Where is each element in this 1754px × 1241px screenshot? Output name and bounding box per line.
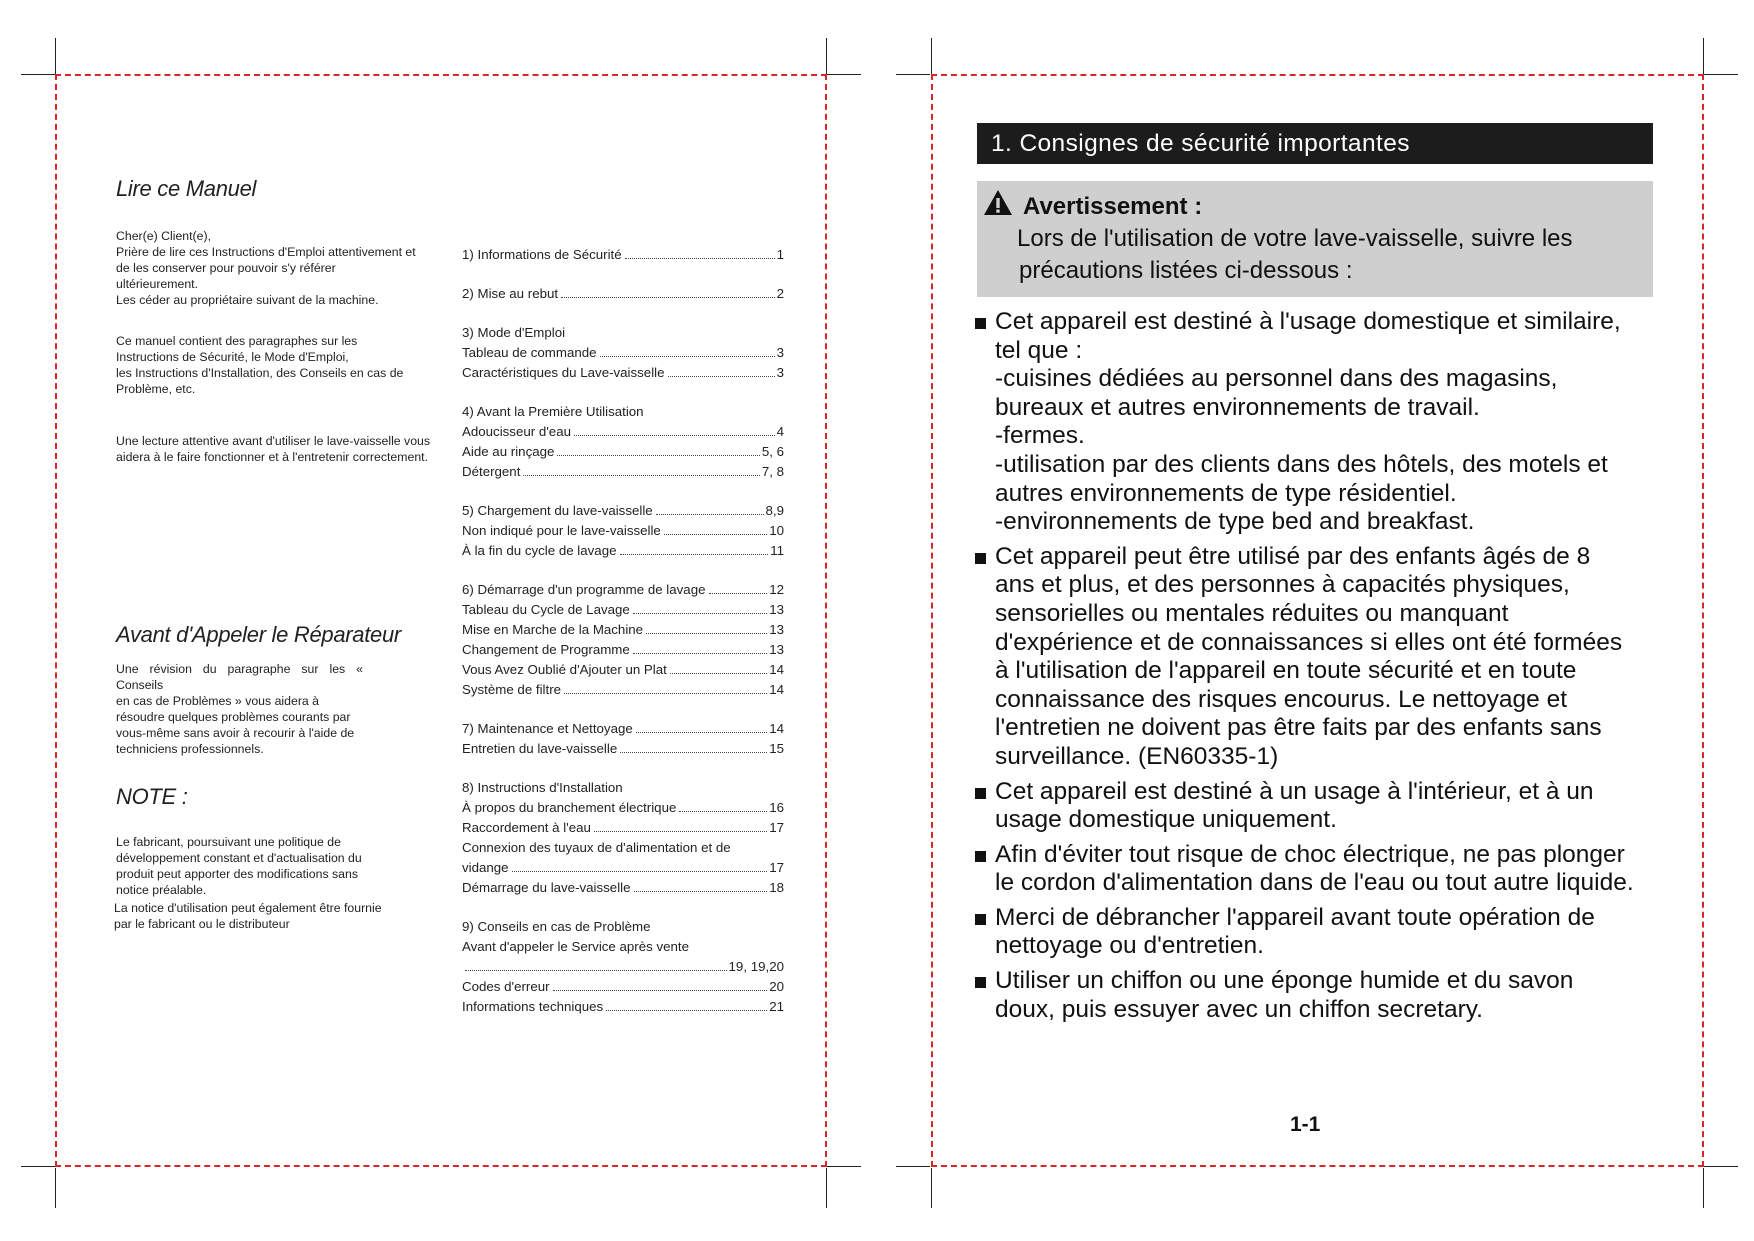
toc-entry-title: 7) Maintenance et Nettoyage: [462, 721, 633, 736]
toc-entry: [462, 363, 784, 383]
toc-entry: [462, 680, 784, 700]
toc-entry-page: 7, 8: [761, 464, 784, 479]
toc-entry-title: Changement de Programme: [462, 642, 630, 657]
toc-entry-page: 13: [769, 642, 784, 657]
crop-mark: [827, 74, 861, 75]
toc-entry: [462, 858, 784, 878]
toc-leader-dots: [664, 534, 767, 535]
toc-group: [462, 719, 784, 759]
toc-leader-dots: [633, 613, 767, 614]
bullet-square-icon: [975, 851, 986, 862]
warning-text: Lors de l'utilisation de votre lave-vaisselle, suivre les précautions listées ci-dessous :: [1017, 225, 1573, 284]
toc-entry: [462, 878, 784, 898]
toc-entry-title: 3) Mode d'Emploi: [462, 325, 566, 340]
toc-leader-dots: [557, 455, 759, 456]
toc-entry-title: Détergent: [462, 464, 521, 479]
toc-leader-dots: [634, 891, 768, 892]
warning-title: Avertissement :: [1023, 193, 1203, 220]
toc-entry-page: 12: [769, 582, 784, 597]
toc-leader-dots: [564, 693, 767, 694]
bullet-text-line: ans et plus, et des personnes à capacités physiques,: [995, 571, 1570, 599]
toc-entry-page: 15: [769, 741, 784, 756]
bullet-text-line: -environnements de type bed and breakfast.: [995, 508, 1475, 536]
crop-mark: [931, 1168, 932, 1208]
toc-entry: [462, 818, 784, 838]
toc-entry-title: Connexion des tuyaux de d'alimentation et de: [462, 840, 731, 855]
table-of-contents: [462, 245, 784, 1036]
safety-bullet-list: [975, 308, 1675, 1030]
crop-mark: [55, 1168, 56, 1208]
toc-entry: [462, 739, 784, 759]
toc-leader-dots: [553, 990, 768, 991]
toc-leader-dots: [523, 475, 759, 476]
toc-entry-page: 14: [769, 721, 784, 736]
bullet-text-line: Cet appareil peut être utilisé par des enfants âgés de 8: [995, 542, 1591, 570]
crop-mark: [826, 38, 827, 78]
toc-leader-dots: [465, 970, 727, 971]
toc-entry: [462, 402, 784, 422]
toc-entry-page: 10: [769, 523, 784, 538]
toc-entry: [462, 997, 784, 1017]
warning-triangle-icon: [983, 189, 1013, 217]
bullet-text-line: Merci de débrancher l'appareil avant toute opération de: [995, 903, 1595, 931]
page-number: 1-1: [1290, 1113, 1321, 1136]
toc-entry: [462, 284, 784, 304]
note-extra-paragraph: La notice d'utilisation peut également être fournie par le fabricant ou le distributeur: [114, 901, 382, 931]
toc-entry-page: 1: [776, 247, 784, 262]
reading-paragraph: Une lecture attentive avant d'utiliser le lave-vaisselle vous aidera à le faire fonctionner et à l'entretenir correctement.: [116, 434, 431, 464]
toc-entry: [462, 937, 784, 957]
toc-entry: [462, 422, 784, 442]
toc-entry: [462, 957, 784, 977]
bullet-text-line: doux, puis essuyer avec un chiffon secretary.: [995, 995, 1483, 1023]
crop-mark: [826, 1168, 827, 1208]
toc-entry-title: Système de filtre: [462, 682, 562, 697]
toc-group: [462, 778, 784, 898]
read-manual-heading: Lire ce Manuel: [116, 176, 257, 201]
toc-leader-dots: [594, 831, 767, 832]
safety-bullet: [975, 308, 1675, 537]
toc-entry-title: 6) Démarrage d'un programme de lavage: [462, 582, 706, 597]
toc-entry-page: 16: [769, 800, 784, 815]
toc-entry-page: 18: [769, 880, 784, 895]
bullet-square-icon: [975, 914, 986, 925]
toc-leader-dots: [670, 673, 767, 674]
bullet-square-icon: [975, 977, 986, 988]
toc-leader-dots: [636, 732, 767, 733]
toc-entry-title: À propos du branchement électrique: [462, 800, 677, 815]
crop-mark: [21, 74, 55, 75]
crop-mark: [931, 38, 932, 78]
toc-leader-dots: [574, 435, 775, 436]
toc-entry: [462, 798, 784, 818]
toc-group: [462, 284, 784, 304]
toc-entry-page: 17: [769, 860, 784, 875]
toc-entry-title: Vous Avez Oublié d'Ajouter un Plat: [462, 662, 667, 677]
crop-mark: [21, 1166, 55, 1167]
toc-entry-page: 8,9: [765, 503, 784, 518]
safety-bullet: [975, 778, 1675, 835]
repair-paragraph: Une révision du paragraphe sur les « Conseils en cas de Problèmes » vous aidera à résoudre quelques problèmes courants par vous-même sans avoir à recourir à l'aide de techniciens professionnels.: [116, 662, 363, 756]
toc-entry: [462, 462, 784, 482]
toc-group: [462, 245, 784, 265]
toc-leader-dots: [679, 811, 767, 812]
toc-leader-dots: [561, 297, 775, 298]
toc-entry: [462, 501, 784, 521]
toc-entry-page: 19, 19,20: [728, 959, 784, 974]
note-paragraph: Le fabricant, poursuivant une politique de développement constant et d'actualisation du produit peut apporter des modifications sans notice préalable.: [116, 835, 362, 897]
safety-bullet: [975, 904, 1675, 961]
section-title: 1. Consignes de sécurité importantes: [977, 123, 1653, 164]
toc-entry-title: vidange: [462, 860, 509, 875]
safety-bullet: [975, 543, 1675, 772]
toc-leader-dots: [709, 593, 768, 594]
toc-entry-title: Aide au rinçage: [462, 444, 555, 459]
crop-mark: [1704, 1166, 1738, 1167]
toc-entry-title: Raccordement à l'eau: [462, 820, 591, 835]
toc-entry-title: Informations techniques: [462, 999, 604, 1014]
intro-paragraph: Cher(e) Client(e), Prière de lire ces Instructions d'Emploi attentivement et de les conserver pour pouvoir s'y référer ultérieurement. Les céder au propriétaire suivant de la machine.: [116, 229, 416, 307]
toc-entry-page: 11: [770, 543, 784, 558]
toc-entry: [462, 541, 784, 561]
toc-entry-title: 4) Avant la Première Utilisation: [462, 404, 644, 419]
toc-leader-dots: [646, 633, 767, 634]
toc-group: [462, 402, 784, 482]
toc-entry-title: Mise en Marche de la Machine: [462, 622, 644, 637]
toc-entry-title: 1) Informations de Sécurité: [462, 247, 622, 262]
toc-entry-page: 21: [769, 999, 784, 1014]
toc-leader-dots: [620, 554, 769, 555]
toc-entry: [462, 580, 784, 600]
bullet-square-icon: [975, 318, 986, 329]
toc-entry-title: À la fin du cycle de lavage: [462, 543, 617, 558]
bullet-text-line: -utilisation par des clients dans des hôtels, des motels et: [995, 450, 1608, 478]
toc-entry-title: Avant d'appeler le Service après vente: [462, 939, 690, 954]
crop-mark: [1704, 74, 1738, 75]
toc-entry-page: 3: [776, 365, 784, 380]
bullet-text-line: surveillance. (EN60335-1): [995, 742, 1279, 770]
toc-entry: [462, 719, 784, 739]
note-heading: NOTE :: [116, 784, 188, 809]
toc-entry-title: 5) Chargement du lave-vaisselle: [462, 503, 653, 518]
toc-entry-title: Tableau du Cycle de Lavage: [462, 602, 630, 617]
toc-entry: [462, 343, 784, 363]
toc-entry-title: 2) Mise au rebut: [462, 286, 559, 301]
toc-group: [462, 580, 784, 700]
toc-entry-page: 13: [769, 622, 784, 637]
toc-leader-dots: [656, 514, 764, 515]
toc-leader-dots: [512, 871, 768, 872]
toc-entry: [462, 778, 784, 798]
toc-entry-page: 2: [776, 286, 784, 301]
bullet-text-line: le cordon d'alimentation dans de l'eau ou tout autre liquide.: [995, 869, 1634, 897]
safety-bullet: [975, 967, 1675, 1024]
bullet-text-line: l'entretien ne doivent pas être faits par des enfants sans: [995, 714, 1602, 742]
toc-leader-dots: [625, 258, 775, 259]
toc-entry: [462, 442, 784, 462]
crop-mark: [896, 74, 930, 75]
toc-entry: [462, 640, 784, 660]
toc-entry-page: 14: [769, 682, 784, 697]
toc-leader-dots: [633, 653, 767, 654]
toc-entry-page: 4: [776, 424, 784, 439]
toc-group: [462, 323, 784, 383]
bullet-text-line: usage domestique uniquement.: [995, 806, 1337, 834]
bullet-text-line: bureaux et autres environnements de travail.: [995, 393, 1480, 421]
toc-entry-page: 3: [776, 345, 784, 360]
bullet-text-line: Cet appareil est destiné à un usage à l'intérieur, et à un: [995, 777, 1594, 805]
crop-mark: [55, 38, 56, 78]
toc-entry: [462, 917, 784, 937]
toc-entry: [462, 660, 784, 680]
bullet-text-line: d'expérience et de connaissances si elles ont été formées: [995, 628, 1623, 656]
toc-entry-title: 9) Conseils en cas de Problème: [462, 919, 651, 934]
toc-entry: [462, 245, 784, 265]
bullet-text-line: autres environnements de type résidentiel.: [995, 479, 1457, 507]
bullet-square-icon: [975, 788, 986, 799]
toc-entry: [462, 323, 784, 343]
toc-entry-page: 5, 6: [761, 444, 784, 459]
toc-entry-title: Entretien du lave-vaisselle: [462, 741, 618, 756]
toc-entry-title: Tableau de commande: [462, 345, 597, 360]
bullet-text-line: nettoyage ou d'entretien.: [995, 932, 1264, 960]
bullet-text-line: tel que :: [995, 336, 1083, 364]
toc-entry: [462, 977, 784, 997]
warning-box: [977, 181, 1653, 297]
toc-entry-title: 8) Instructions d'Installation: [462, 780, 623, 795]
content-paragraph: Ce manuel contient des paragraphes sur les Instructions de Sécurité, le Mode d'Emploi, les Instructions d'Installation, des Conseils en cas de Problème, etc.: [116, 334, 404, 396]
toc-leader-dots: [600, 356, 775, 357]
bullet-text-line: Afin d'éviter tout risque de choc électrique, ne pas plonger: [995, 840, 1625, 868]
toc-group: [462, 501, 784, 561]
toc-entry: [462, 521, 784, 541]
toc-entry: [462, 838, 784, 858]
toc-entry-title: Caractéristiques du Lave-vaisselle: [462, 365, 665, 380]
crop-mark: [1703, 1168, 1704, 1208]
crop-mark: [896, 1166, 930, 1167]
bullet-text-line: connaissance des risques encourus. Le nettoyage et: [995, 685, 1568, 713]
toc-leader-dots: [620, 752, 767, 753]
toc-entry: [462, 620, 784, 640]
bullet-square-icon: [975, 553, 986, 564]
repair-heading: Avant d'Appeler le Réparateur: [116, 622, 401, 647]
toc-leader-dots: [668, 376, 775, 377]
toc-group: [462, 917, 784, 1017]
safety-bullet: [975, 841, 1675, 898]
toc-entry-title: Démarrage du lave-vaisselle: [462, 880, 631, 895]
toc-entry-page: 13: [769, 602, 784, 617]
crop-mark: [827, 1166, 861, 1167]
bullet-text-line: Utiliser un chiffon ou une éponge humide et du savon: [995, 967, 1574, 995]
bullet-text-line: -cuisines dédiées au personnel dans des magasins,: [995, 365, 1558, 393]
toc-leader-dots: [606, 1010, 767, 1011]
toc-entry: [462, 600, 784, 620]
bullet-text-line: Cet appareil est destiné à l'usage domestique et similaire,: [995, 308, 1621, 335]
bullet-text-line: -fermes.: [995, 422, 1085, 450]
crop-mark: [1703, 38, 1704, 78]
toc-entry-page: 14: [769, 662, 784, 677]
toc-entry-title: Codes d'erreur: [462, 979, 550, 994]
toc-entry-title: Non indiqué pour le lave-vaisselle: [462, 523, 661, 538]
toc-entry-title: Adoucisseur d'eau: [462, 424, 571, 439]
bullet-text-line: à l'utilisation de l'appareil en toute sécurité et en toute: [995, 657, 1577, 685]
toc-entry-page: 20: [769, 979, 784, 994]
toc-entry-page: 17: [769, 820, 784, 835]
bullet-text-line: sensorielles ou mentales réduites ou manquant: [995, 599, 1509, 627]
